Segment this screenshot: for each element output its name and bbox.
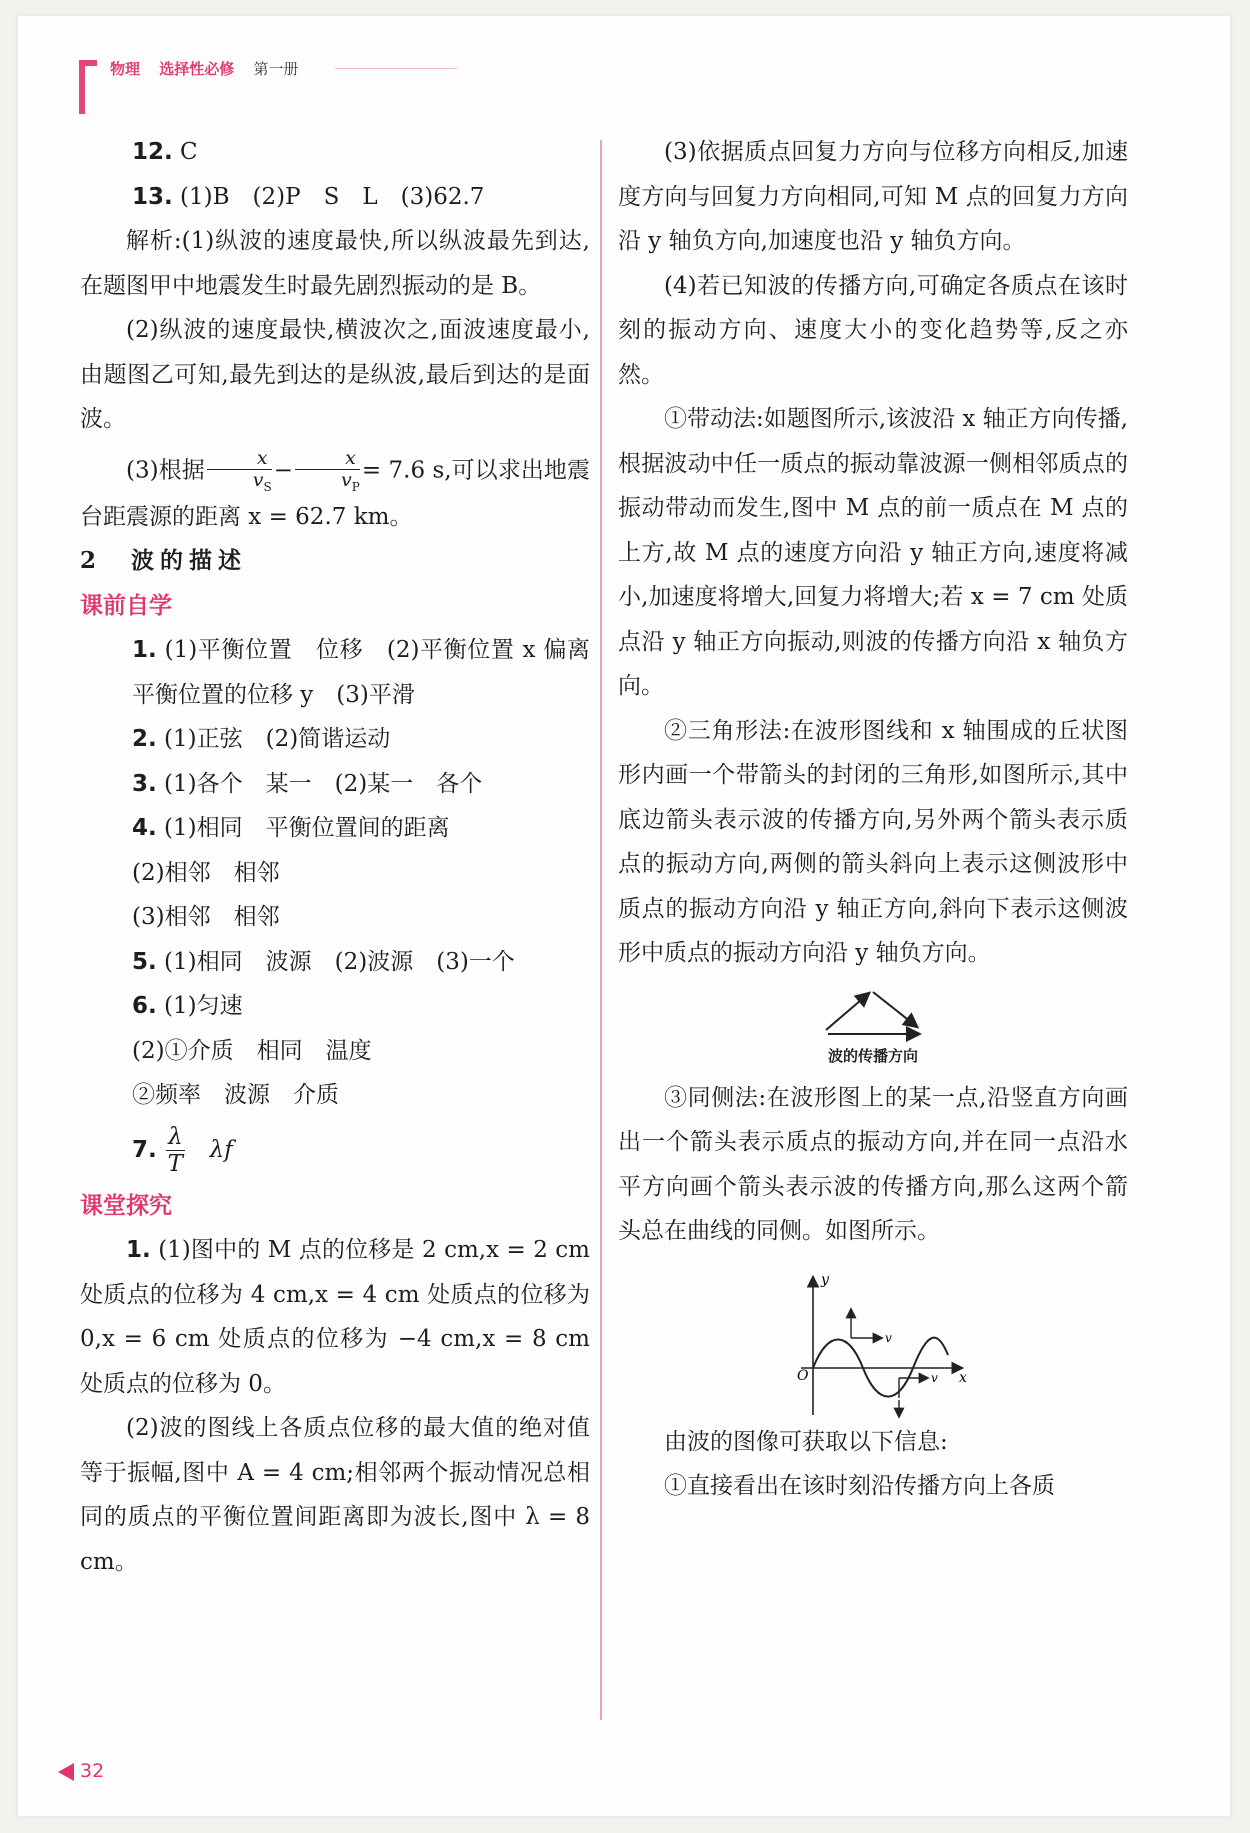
header-volume: 第一册 bbox=[253, 60, 299, 78]
pre-study-4: 4. (1)相同 平衡位置间的距离 bbox=[132, 815, 450, 842]
upper-v-label: v bbox=[885, 1330, 892, 1345]
analysis-3: (3)根据 $\frac{x}{v_S}$ − $\frac{x}{v_P}$ = 7.6 s,可以求出地震台距震源的距离 x = 62.7 km。 bbox=[80, 446, 590, 530]
pre-study-7: 7. $\frac{\lambda}{T}$ λf bbox=[132, 1123, 233, 1178]
right-para-3: (3)依据质点回复力方向与位移方向相反,加速度方向与回复力方向相同,可知 M 点的回复力方向沿 y 轴负方向,加速度也沿 y 轴负方向。 bbox=[618, 139, 1128, 254]
header-rule bbox=[335, 68, 457, 69]
fraction-lambda-over-T: $\frac{\lambda}{T}$ bbox=[167, 1123, 184, 1178]
pre-study-6: 6. (1)匀速 bbox=[132, 993, 243, 1020]
section-title: 2 波的描述 bbox=[80, 547, 248, 575]
header-bracket bbox=[79, 60, 85, 114]
header-subject: 物理 bbox=[110, 60, 141, 78]
pre-study-4-3: (3)相邻 相邻 bbox=[132, 904, 280, 931]
column-divider bbox=[600, 140, 602, 1720]
wave-figure bbox=[618, 1270, 1128, 1420]
pre-study-6-3: ②频率 波源 介质 bbox=[132, 1082, 339, 1109]
triangle-figure-caption: 波的传播方向 bbox=[827, 1046, 918, 1065]
explore-1-2: (2)波的图线上各质点位移的最大值的绝对值等于振幅,图中 A = 4 cm;相邻两个振动情况总相同的质点的平衡位置间距离即为波长,图中 λ = 8 cm。 bbox=[80, 1415, 590, 1575]
wave-graph bbox=[773, 1270, 973, 1420]
page-arrow-icon bbox=[58, 1763, 74, 1781]
info-1: ①直接看出在该时刻沿传播方向上各质 bbox=[664, 1473, 1055, 1499]
method-drive: ①带动法:如题图所示,该波沿 x 轴正方向传播,根据波动中任一质点的振动靠波源一侧相邻质点的振动带动而发生,图中 M 点的前一质点在 M 点的上方,故 M 点的速度方向沿 y 轴正方向,速度将减小,加速度将增大,回复力将增大;若 x = 7 cm 处质点沿 y 轴正方向振动,则波的传播方向沿 x 轴负方向。 bbox=[618, 406, 1128, 699]
pre-study-1: 1. (1)平衡位置 位移 (2)平衡位置 x 偏离平衡位置的位移 y (3)平滑 bbox=[132, 637, 590, 708]
running-header bbox=[110, 58, 313, 79]
right-para-4: (4)若已知波的传播方向,可确定各质点在该时刻的振动方向、速度大小的变化趋势等,反之亦然。 bbox=[618, 272, 1128, 388]
analysis-1: 解析:(1)纵波的速度最快,所以纵波最先到达,在题图甲中地震发生时最先剧烈振动的是 B。 bbox=[80, 228, 590, 299]
fraction-x-over-vp: $\frac{x}{v_P}$ bbox=[295, 448, 360, 495]
pre-study-5: 5. (1)相同 波源 (2)波源 (3)一个 bbox=[132, 948, 515, 975]
y-axis-label: y bbox=[821, 1271, 829, 1288]
right-column bbox=[618, 130, 1128, 1509]
pre-study-3: 3. (1)各个 某一 (2)某一 各个 bbox=[132, 770, 483, 797]
left-column bbox=[80, 130, 590, 1584]
wave-curve bbox=[813, 1337, 948, 1396]
answer-12: 12. C bbox=[132, 139, 198, 165]
page-number: 32 bbox=[58, 1760, 104, 1782]
explore-1: 1. (1)图中的 M 点的位移是 2 cm,x = 2 cm 处质点的位移为 4 cm,x = 4 cm 处质点的位移为 0,x = 6 cm 处质点的位移为 −4 cm,x = 8 cm 处质点的位移为 0。 bbox=[80, 1237, 590, 1397]
answer-13: 13. (1)B (2)P S L (3)62.7 bbox=[132, 183, 485, 210]
lower-v-label: v bbox=[931, 1370, 938, 1385]
pre-study-6-2: (2)①介质 相同 温度 bbox=[132, 1037, 372, 1064]
pre-study-4-2: (2)相邻 相邻 bbox=[132, 859, 280, 886]
method-triangle: ②三角形法:在波形图线和 x 轴围成的丘状图形内画一个带箭头的封闭的三角形,如图所示,其中底边箭头表示波的传播方向,另外两个箭头表示质点的振动方向,两侧的箭头斜向上表示这侧波形中质点的振动方向沿 y 轴正方向,斜向下表示这侧波形中质点的振动方向沿 y 轴负方向。 bbox=[618, 717, 1128, 966]
header-bracket-top bbox=[79, 60, 97, 66]
analysis-2: (2)纵波的速度最快,横波次之,面波速度最小,由题图乙可知,最先到达的是纵波,最后到达的是面波。 bbox=[80, 317, 590, 432]
triangle-figure bbox=[618, 986, 1128, 1066]
info-intro: 由波的图像可获取以下信息: bbox=[664, 1428, 948, 1455]
triangle-arrows-diagram bbox=[818, 986, 928, 1042]
heading-class-explore: 课堂探究 bbox=[80, 1192, 172, 1219]
header-series: 选择性必修 bbox=[159, 60, 235, 78]
method-same-side: ③同侧法:在波形图上的某一点,沿竖直方向画出一个箭头表示质点的振动方向,并在同一点沿水平方向画个箭头表示波的传播方向,那么这两个箭头总在曲线的同侧。如图所示。 bbox=[618, 1084, 1128, 1244]
fraction-x-over-vs: $\frac{x}{v_S}$ bbox=[207, 448, 272, 495]
heading-pre-study: 课前自学 bbox=[80, 592, 172, 619]
origin-label: O bbox=[797, 1367, 809, 1384]
pre-study-2: 2. (1)正弦 (2)简谐运动 bbox=[132, 726, 391, 753]
x-axis-label: x bbox=[959, 1369, 967, 1386]
